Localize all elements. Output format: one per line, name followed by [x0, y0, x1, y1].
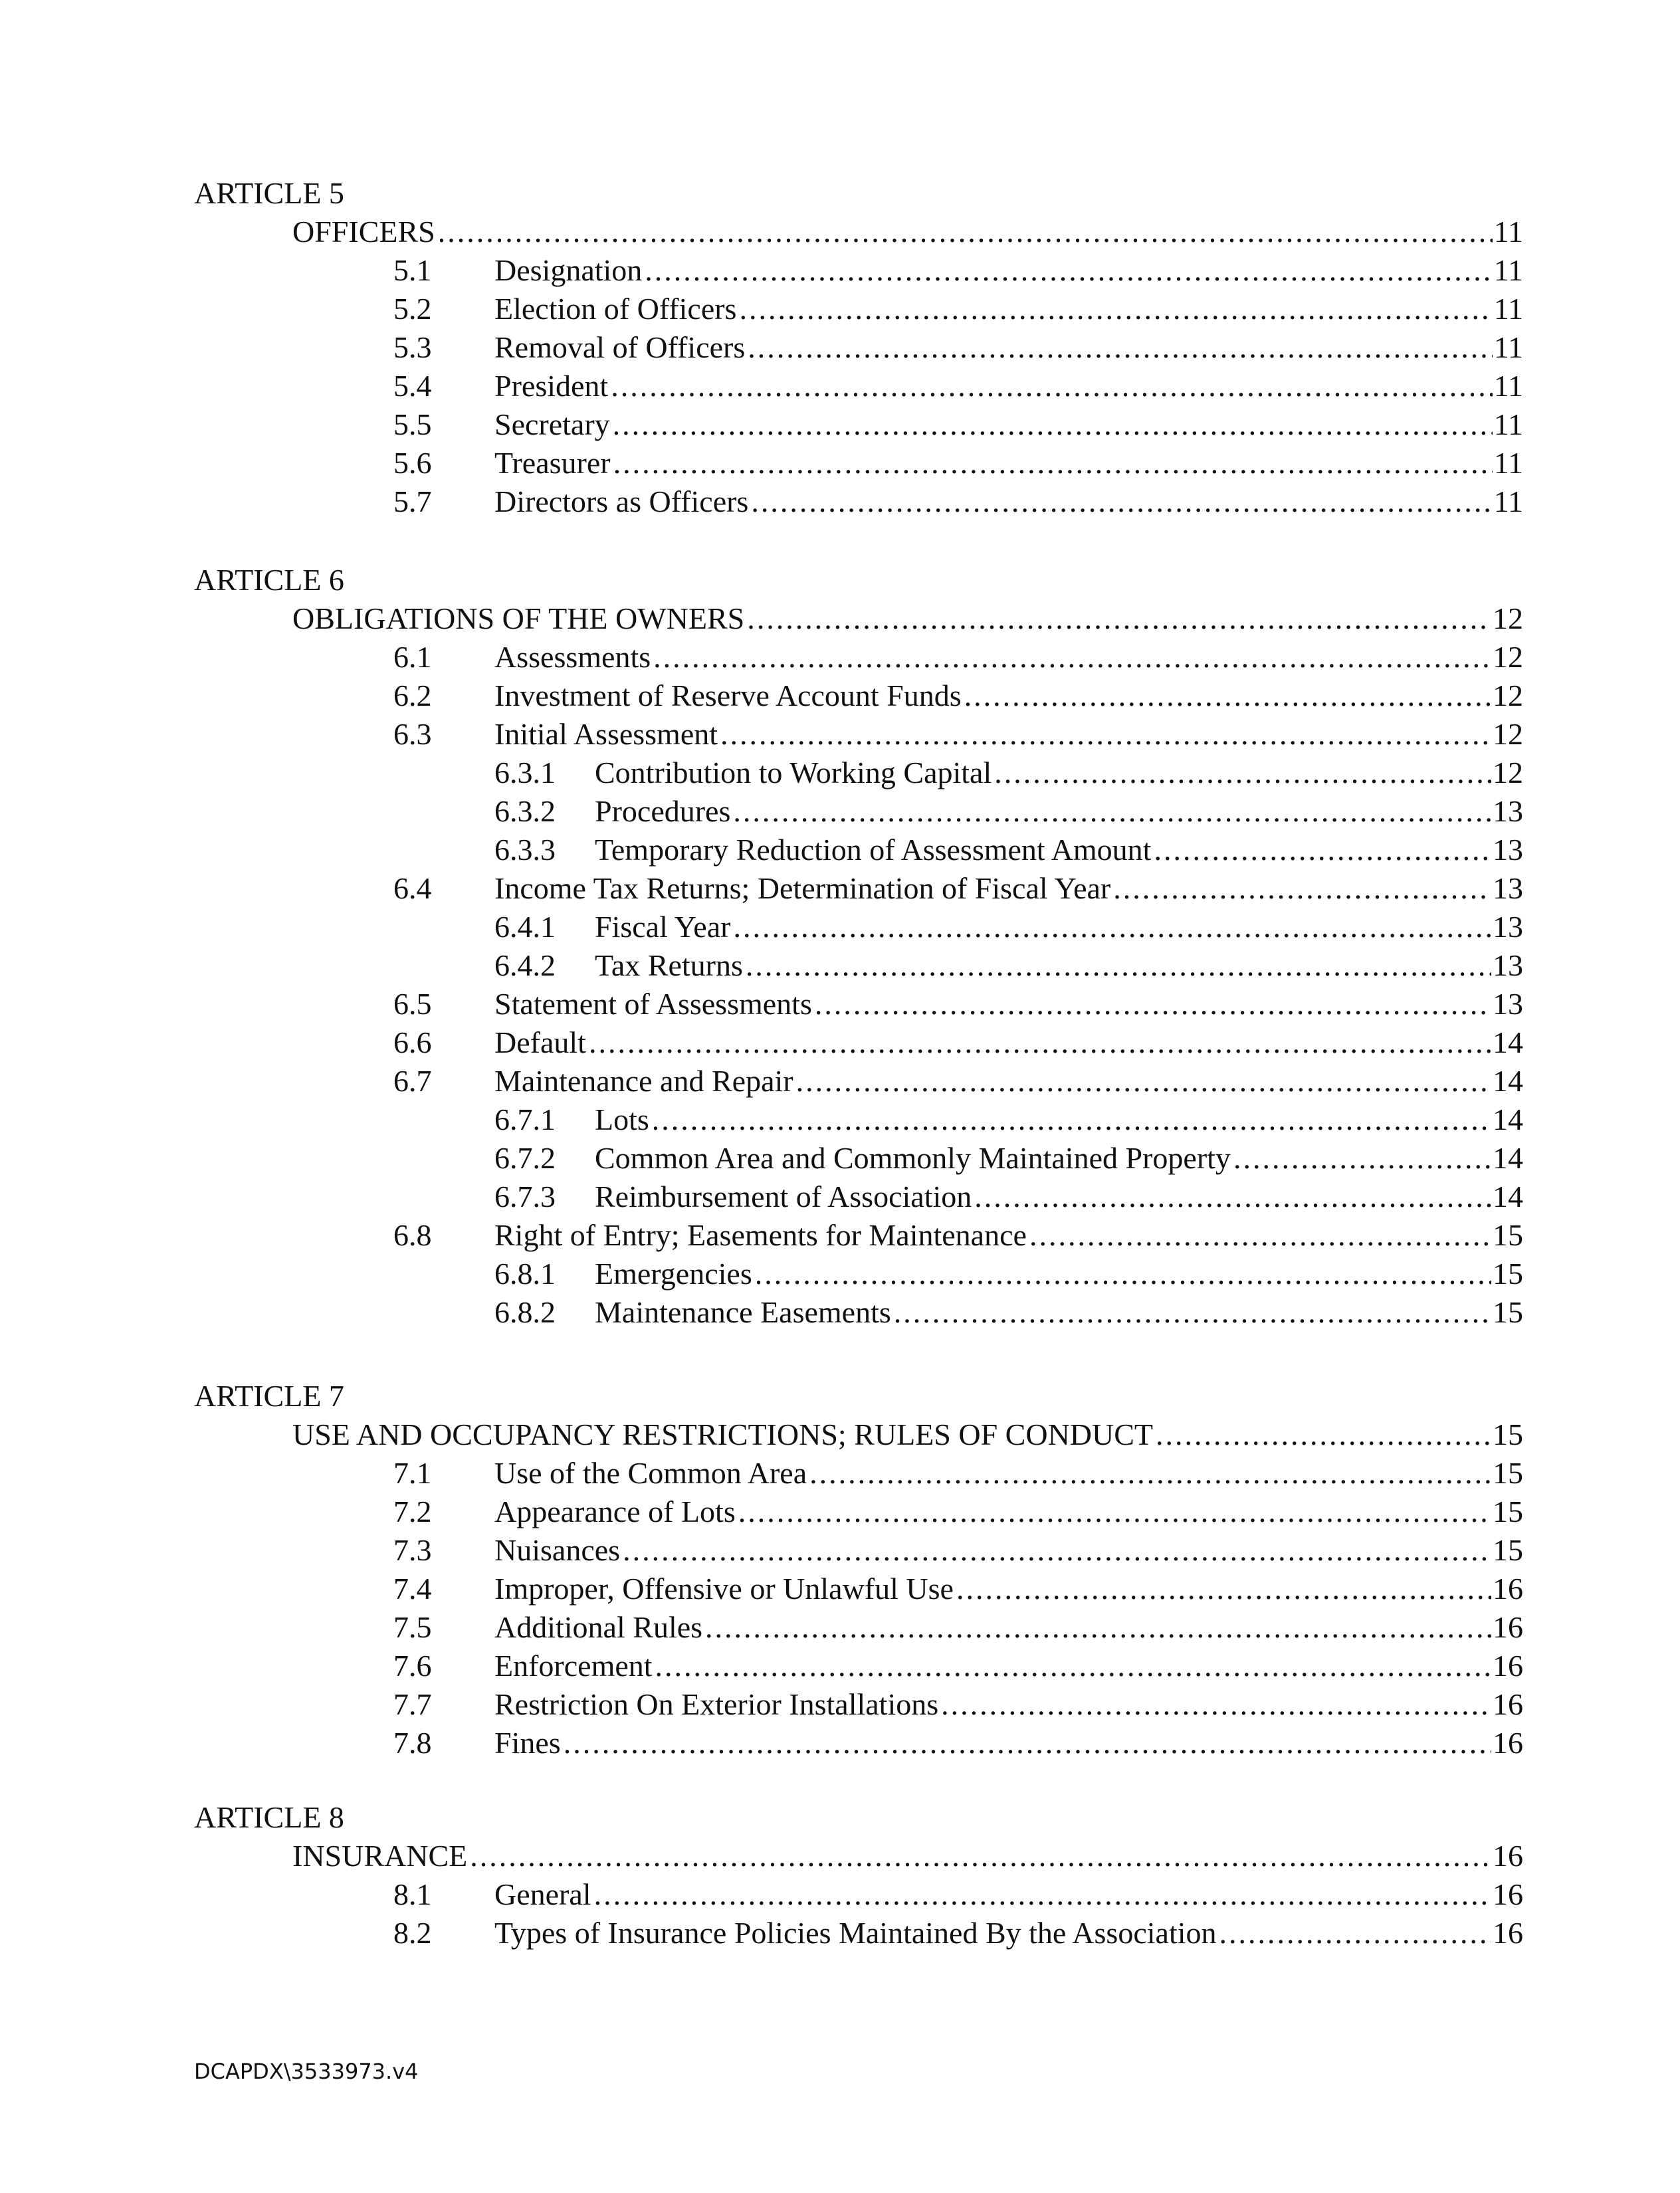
- entry-leader-line: [494, 638, 1523, 677]
- article-heading: [194, 599, 1523, 638]
- dot-leader: [1156, 1415, 1491, 1454]
- dot-leader: [611, 367, 1493, 405]
- section-title: Initial Assessment: [494, 715, 720, 754]
- section-number: 7.6: [393, 1649, 432, 1683]
- entry-leader-line: [494, 1875, 1523, 1914]
- entry-leader-line: [494, 328, 1523, 367]
- toc-entry: [194, 1023, 1523, 1062]
- section-title: Statement of Assessments: [494, 985, 815, 1023]
- section-number: 7.3: [393, 1533, 432, 1567]
- page-number: 15: [1491, 1531, 1523, 1570]
- section-title: Directors as Officers: [494, 482, 751, 521]
- entry-leader-line: [292, 213, 1523, 251]
- toc-subentry: [194, 1178, 1523, 1216]
- section-title: President: [494, 367, 611, 405]
- page-number: 11: [1493, 290, 1523, 328]
- section-title: Reimbursement of Association: [595, 1178, 974, 1216]
- section-title: Nuisances: [494, 1531, 623, 1570]
- entry-leader-line: [494, 251, 1523, 290]
- entry-leader-line: [494, 1531, 1523, 1570]
- dot-leader: [748, 328, 1492, 367]
- section-title: Maintenance and Repair: [494, 1062, 796, 1100]
- entry-leader-line: [494, 715, 1523, 754]
- section-title: Assessments: [494, 638, 653, 677]
- toc-entry: [194, 251, 1523, 290]
- toc-entry: [194, 328, 1523, 367]
- page-number: 14: [1491, 1023, 1523, 1062]
- entry-leader-line: [595, 946, 1523, 985]
- section-number: 6.8: [393, 1218, 432, 1252]
- dot-leader: [739, 290, 1492, 328]
- page-number: 16: [1491, 1837, 1523, 1875]
- toc-entry: [194, 1531, 1523, 1570]
- section-title: Procedures: [595, 792, 733, 831]
- page-number: 16: [1491, 1647, 1523, 1685]
- page-number: 12: [1491, 754, 1523, 792]
- section-number: 7.5: [393, 1610, 432, 1644]
- toc-entry: [194, 1454, 1523, 1493]
- toc-entry: [194, 1875, 1523, 1914]
- dot-leader: [623, 1531, 1491, 1570]
- section-number: 6.7.3: [494, 1180, 556, 1213]
- section-number: 6.3.3: [494, 833, 556, 867]
- section-number: 5.3: [393, 330, 432, 364]
- page-number: 13: [1491, 869, 1523, 908]
- section-number: 6.4.2: [494, 948, 556, 982]
- toc-subentry: [194, 1293, 1523, 1332]
- entry-leader-line: [494, 1608, 1523, 1647]
- dot-leader: [720, 715, 1491, 754]
- page-number: 16: [1491, 1914, 1523, 1952]
- section-number: 5.1: [393, 253, 432, 287]
- section-number: 6.7.2: [494, 1141, 556, 1175]
- dot-leader: [733, 792, 1491, 831]
- dot-leader: [815, 985, 1491, 1023]
- section-title: Right of Entry; Easements for Maintenance: [494, 1216, 1029, 1255]
- toc-entry: [194, 985, 1523, 1023]
- section-number: 6.7: [393, 1064, 432, 1098]
- entry-leader-line: [494, 1023, 1523, 1062]
- section-title: Enforcement: [494, 1647, 655, 1685]
- section-number: 6.3.2: [494, 794, 556, 828]
- section-number: 8.2: [393, 1916, 432, 1950]
- entry-leader-line: [494, 290, 1523, 328]
- dot-leader: [613, 405, 1493, 444]
- page-number: 16: [1491, 1685, 1523, 1724]
- dot-leader: [1233, 1139, 1491, 1178]
- section-title: Emergencies: [595, 1255, 755, 1293]
- page-number: 15: [1491, 1415, 1523, 1454]
- section-title: General: [494, 1875, 594, 1914]
- page-number: 12: [1491, 638, 1523, 677]
- dot-leader: [653, 638, 1491, 677]
- toc-entry: [194, 1724, 1523, 1762]
- section-title: Use of the Common Area: [494, 1454, 809, 1493]
- dot-leader: [746, 946, 1491, 985]
- toc-entry: [194, 367, 1523, 405]
- toc-entry: [194, 638, 1523, 677]
- page-number: 16: [1491, 1724, 1523, 1762]
- dot-leader: [438, 213, 1493, 251]
- dot-leader: [974, 1178, 1491, 1216]
- page-number: 15: [1491, 1493, 1523, 1531]
- entry-leader-line: [595, 1255, 1523, 1293]
- article-label: ARTICLE 8: [194, 1800, 344, 1834]
- dot-leader: [652, 1100, 1491, 1139]
- section-title: Tax Returns: [595, 946, 746, 985]
- dot-leader: [705, 1608, 1491, 1647]
- page-number: 16: [1491, 1875, 1523, 1914]
- entry-leader-line: [494, 1647, 1523, 1685]
- page-number: 12: [1491, 599, 1523, 638]
- section-number: 7.4: [393, 1572, 432, 1606]
- article-heading: [194, 1837, 1523, 1875]
- page-number: 16: [1491, 1570, 1523, 1608]
- page-number: 11: [1493, 328, 1523, 367]
- page-number: 11: [1493, 444, 1523, 482]
- entry-leader-line: [595, 908, 1523, 946]
- dot-leader: [796, 1062, 1491, 1100]
- page-number: 13: [1491, 908, 1523, 946]
- article-section: [194, 174, 1523, 521]
- page-number: 14: [1491, 1100, 1523, 1139]
- section-number: 6.4.1: [494, 910, 556, 944]
- section-number: 6.4: [393, 871, 432, 905]
- article-label: ARTICLE 7: [194, 1379, 344, 1413]
- toc-entry: [194, 715, 1523, 754]
- dot-leader: [751, 482, 1492, 521]
- dot-leader: [470, 1837, 1491, 1875]
- toc-entry: [194, 1647, 1523, 1685]
- section-number: 5.6: [393, 446, 432, 480]
- page-number: 16: [1491, 1608, 1523, 1647]
- section-title: USE AND OCCUPANCY RESTRICTIONS; RULES OF CONDUCT: [292, 1415, 1156, 1454]
- section-title: OBLIGATIONS OF THE OWNERS: [292, 599, 747, 638]
- article-heading: [194, 213, 1523, 251]
- section-title: Contribution to Working Capital: [595, 754, 994, 792]
- dot-leader: [894, 1293, 1491, 1332]
- section-number: 7.7: [393, 1687, 432, 1721]
- toc-subentry: [194, 792, 1523, 831]
- dot-leader: [755, 1255, 1491, 1293]
- section-number: 6.6: [393, 1025, 432, 1059]
- toc-entry: [194, 1608, 1523, 1647]
- page-number: 13: [1491, 946, 1523, 985]
- section-number: 7.8: [393, 1726, 432, 1760]
- section-title: Fines: [494, 1724, 564, 1762]
- section-number: 7.2: [393, 1495, 432, 1528]
- dot-leader: [655, 1647, 1491, 1685]
- page-number: 13: [1491, 985, 1523, 1023]
- section-number: 5.5: [393, 407, 432, 441]
- article-section: [194, 1798, 1523, 1952]
- dot-leader: [956, 1570, 1491, 1608]
- section-number: 6.3: [393, 717, 432, 751]
- toc-entry: [194, 290, 1523, 328]
- page-number: 13: [1491, 831, 1523, 869]
- section-number: 7.1: [393, 1456, 432, 1490]
- page-number: 11: [1493, 367, 1523, 405]
- dot-leader: [1154, 831, 1491, 869]
- section-number: 6.3.1: [494, 756, 556, 789]
- toc-subentry: [194, 754, 1523, 792]
- article-label: ARTICLE 6: [194, 563, 344, 597]
- dot-leader: [1113, 869, 1491, 908]
- dot-leader: [645, 251, 1492, 290]
- entry-leader-line: [494, 1914, 1523, 1952]
- dot-leader: [964, 677, 1491, 715]
- page-number: 15: [1491, 1454, 1523, 1493]
- entry-leader-line: [292, 599, 1523, 638]
- entry-leader-line: [494, 677, 1523, 715]
- entry-leader-line: [595, 1293, 1523, 1332]
- section-number: 6.5: [393, 987, 432, 1021]
- entry-leader-line: [494, 1062, 1523, 1100]
- entry-leader-line: [494, 1493, 1523, 1531]
- section-number: 6.1: [393, 640, 432, 674]
- section-title: Removal of Officers: [494, 328, 748, 367]
- entry-leader-line: [595, 1178, 1523, 1216]
- toc-subentry: [194, 1100, 1523, 1139]
- entry-leader-line: [595, 1100, 1523, 1139]
- entry-leader-line: [595, 1139, 1523, 1178]
- section-number: 6.7.1: [494, 1102, 556, 1136]
- entry-leader-line: [595, 754, 1523, 792]
- page-number: 14: [1491, 1062, 1523, 1100]
- dot-leader: [738, 1493, 1491, 1531]
- page-number: 13: [1491, 792, 1523, 831]
- section-number: 5.4: [393, 369, 432, 403]
- dot-leader: [589, 1023, 1491, 1062]
- page-number: 11: [1493, 482, 1523, 521]
- entry-leader-line: [494, 482, 1523, 521]
- toc-entry: [194, 869, 1523, 908]
- dot-leader: [564, 1724, 1491, 1762]
- entry-leader-line: [494, 1216, 1523, 1255]
- page-number: 11: [1493, 405, 1523, 444]
- article-section: [194, 561, 1523, 1332]
- section-title: Treasurer: [494, 444, 613, 482]
- section-number: 8.1: [393, 1877, 432, 1911]
- toc-entry: [194, 1062, 1523, 1100]
- toc-entry: [194, 677, 1523, 715]
- dot-leader: [809, 1454, 1491, 1493]
- toc-entry: [194, 482, 1523, 521]
- section-title: Common Area and Commonly Maintained Property: [595, 1139, 1233, 1178]
- entry-leader-line: [494, 869, 1523, 908]
- document-id-footer: DCAPDX\3533973.v4: [194, 2059, 419, 2084]
- entry-leader-line: [494, 444, 1523, 482]
- dot-leader: [1219, 1914, 1491, 1952]
- dot-leader: [594, 1875, 1491, 1914]
- toc-subentry: [194, 1139, 1523, 1178]
- page-number: 14: [1491, 1139, 1523, 1178]
- dot-leader: [941, 1685, 1491, 1724]
- toc-entry: [194, 405, 1523, 444]
- entry-leader-line: [494, 1724, 1523, 1762]
- entry-leader-line: [292, 1837, 1523, 1875]
- section-title: Appearance of Lots: [494, 1493, 738, 1531]
- entry-leader-line: [494, 405, 1523, 444]
- section-title: Restriction On Exterior Installations: [494, 1685, 941, 1724]
- article-heading: [194, 1415, 1523, 1454]
- article-label: ARTICLE 5: [194, 176, 344, 210]
- section-title: Improper, Offensive or Unlawful Use: [494, 1570, 956, 1608]
- section-title: Election of Officers: [494, 290, 739, 328]
- entry-leader-line: [292, 1415, 1523, 1454]
- section-number: 6.8.1: [494, 1257, 556, 1291]
- page-number: 11: [1493, 251, 1523, 290]
- page-number: 11: [1493, 213, 1523, 251]
- section-number: 6.8.2: [494, 1295, 556, 1329]
- dot-leader: [747, 599, 1491, 638]
- toc-entry: [194, 1570, 1523, 1608]
- section-title: Types of Insurance Policies Maintained By the Association: [494, 1914, 1219, 1952]
- entry-leader-line: [494, 1570, 1523, 1608]
- article-section: [194, 1377, 1523, 1762]
- entry-leader-line: [494, 367, 1523, 405]
- toc-subentry: [194, 831, 1523, 869]
- page-number: 15: [1491, 1293, 1523, 1332]
- toc-subentry: [194, 908, 1523, 946]
- page-number: 12: [1491, 715, 1523, 754]
- section-title: Secretary: [494, 405, 613, 444]
- section-title: INSURANCE: [292, 1837, 470, 1875]
- page-number: 14: [1491, 1178, 1523, 1216]
- section-title: Additional Rules: [494, 1608, 705, 1647]
- section-title: Designation: [494, 251, 645, 290]
- section-number: 5.2: [393, 292, 432, 326]
- section-title: OFFICERS: [292, 213, 438, 251]
- entry-leader-line: [595, 792, 1523, 831]
- section-title: Fiscal Year: [595, 908, 733, 946]
- toc-entry: [194, 1685, 1523, 1724]
- section-title: Income Tax Returns; Determination of Fiscal Year: [494, 869, 1113, 908]
- section-title: Lots: [595, 1100, 652, 1139]
- section-title: Investment of Reserve Account Funds: [494, 677, 964, 715]
- dot-leader: [613, 444, 1493, 482]
- section-title: Default: [494, 1023, 589, 1062]
- toc-entry: [194, 1216, 1523, 1255]
- toc-entry: [194, 1493, 1523, 1531]
- toc-subentry: [194, 1255, 1523, 1293]
- page-number: 15: [1491, 1216, 1523, 1255]
- toc-entry: [194, 444, 1523, 482]
- toc-entry: [194, 1914, 1523, 1952]
- entry-leader-line: [494, 1454, 1523, 1493]
- entry-leader-line: [494, 1685, 1523, 1724]
- dot-leader: [994, 754, 1491, 792]
- toc-subentry: [194, 946, 1523, 985]
- section-number: 5.7: [393, 484, 432, 518]
- entry-leader-line: [494, 985, 1523, 1023]
- entry-leader-line: [595, 831, 1523, 869]
- dot-leader: [1029, 1216, 1491, 1255]
- dot-leader: [733, 908, 1491, 946]
- page-number: 12: [1491, 677, 1523, 715]
- section-title: Maintenance Easements: [595, 1293, 894, 1332]
- section-title: Temporary Reduction of Assessment Amount: [595, 831, 1154, 869]
- page-number: 15: [1491, 1255, 1523, 1293]
- section-number: 6.2: [393, 679, 432, 712]
